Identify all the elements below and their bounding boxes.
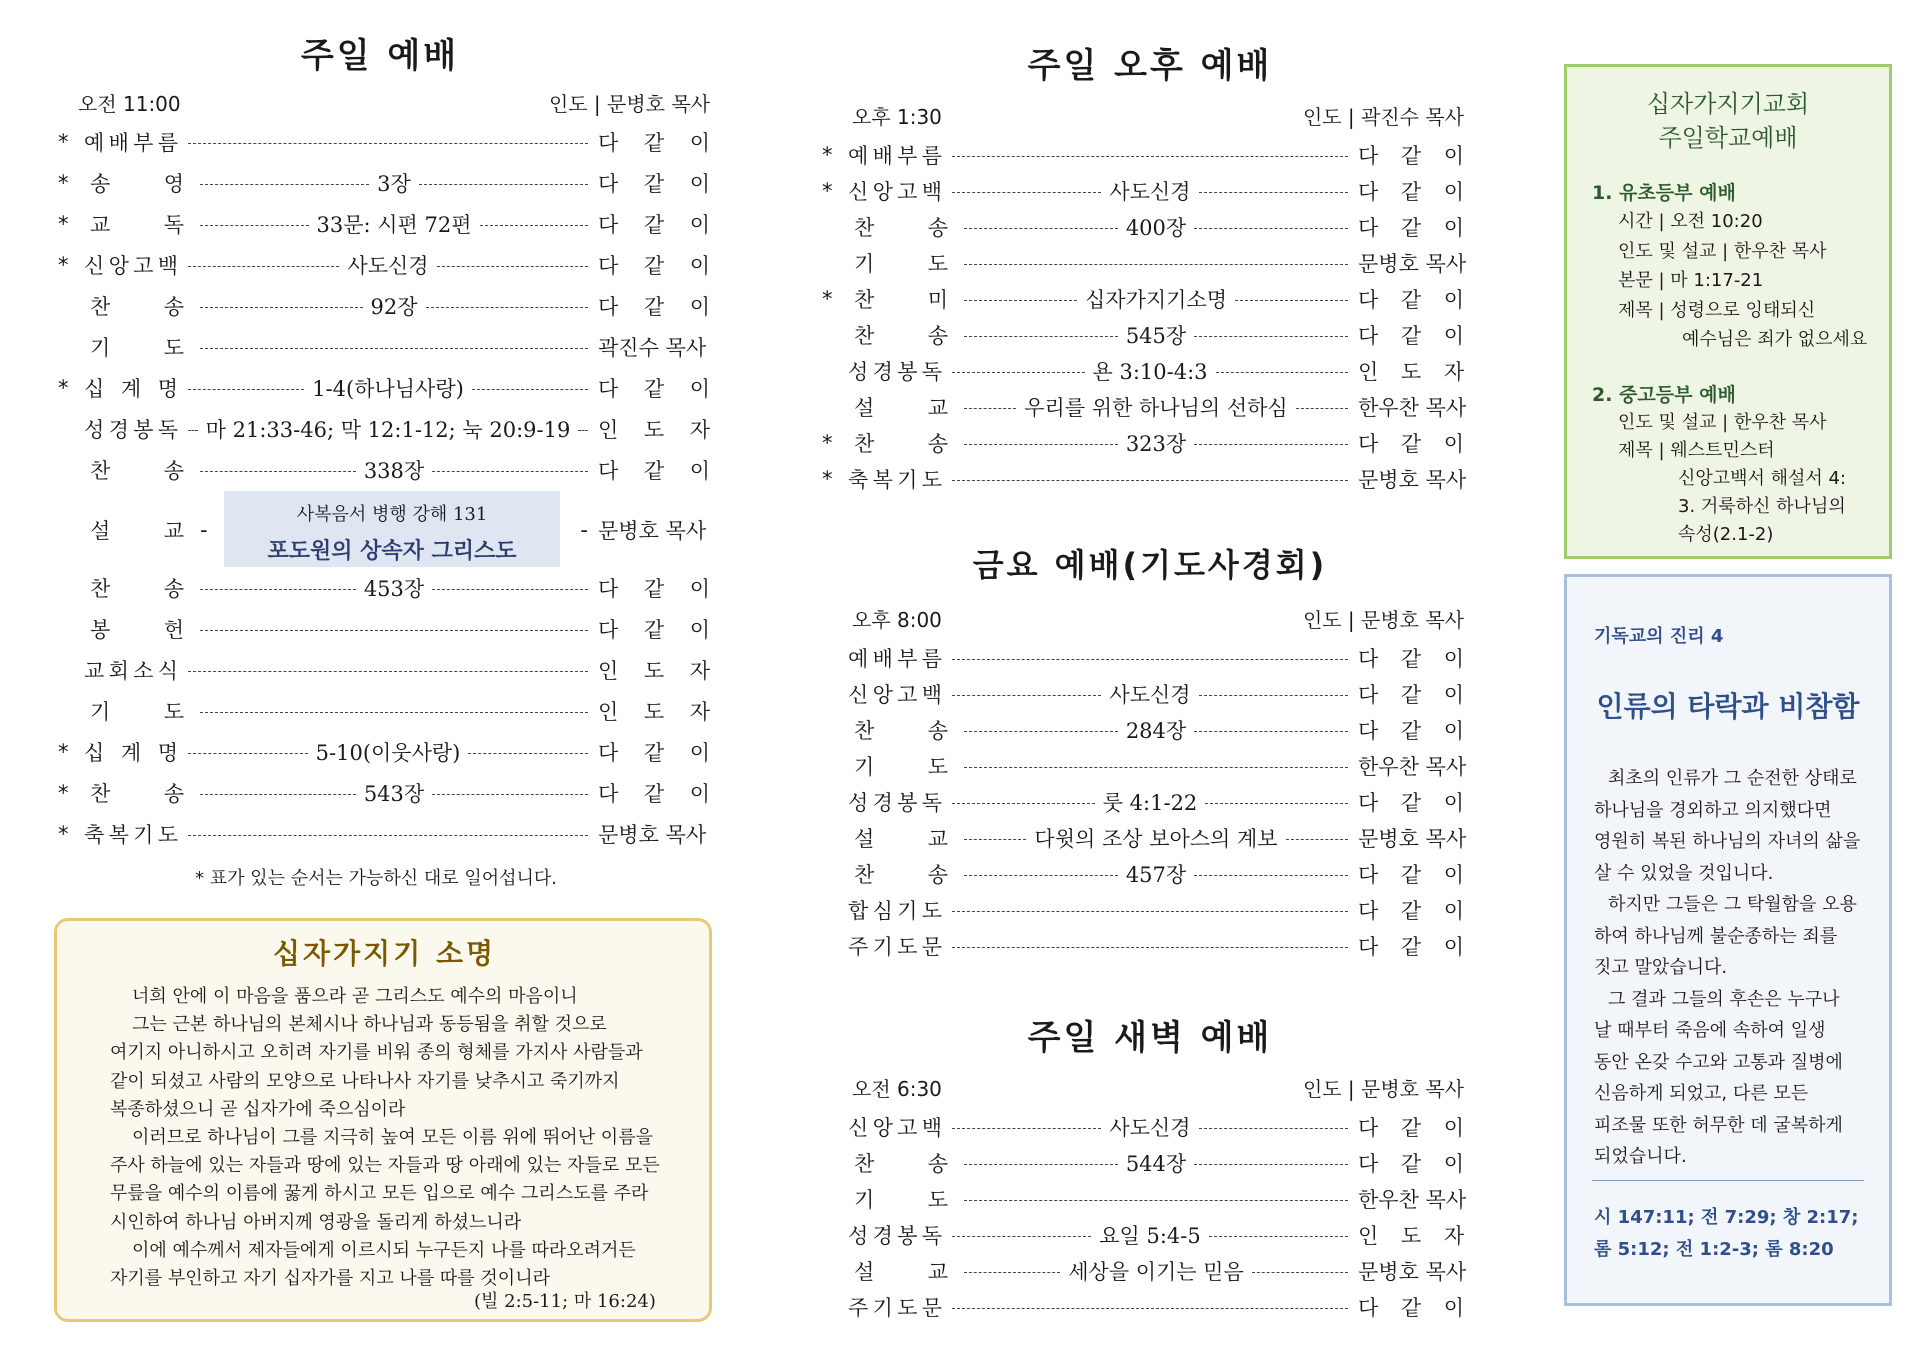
order-item-detail-text: 323장 [1125, 432, 1187, 456]
standing-mark: * [58, 822, 69, 846]
order-item-person: 다 같 이 [598, 377, 710, 401]
order-row [822, 1220, 1464, 1250]
order-row [58, 373, 710, 403]
order-item-person: 다 같 이 [1358, 432, 1464, 456]
order-item-name: 설 교 [854, 1260, 948, 1284]
order-item-detail [964, 765, 1348, 768]
order-row [822, 176, 1464, 206]
order-row [822, 715, 1464, 745]
order-row [58, 332, 710, 362]
standing-mark: * [58, 781, 69, 805]
order-item-detail-text: 92장 [370, 295, 418, 319]
order-item-detail-text: 다윗의 조상 보아스의 계보 [1034, 827, 1278, 851]
order-row [822, 464, 1467, 494]
order-row [822, 1112, 1464, 1142]
sunday-school-title-1: 십자가지기교회 [1646, 90, 1810, 118]
order-item-name: 주 기 도 문 [848, 935, 942, 959]
order-item-person: 다 같 이 [1358, 647, 1464, 671]
order-item-person: 다 같 이 [598, 618, 710, 642]
order-row [58, 573, 710, 603]
order-item-detail-text: 543장 [363, 782, 425, 806]
order-row [58, 250, 710, 280]
truth-line: 피조물 또한 허무한 데 굴복하게 [1594, 1114, 1843, 1136]
order-item-name: 예 배 부 름 [84, 131, 178, 155]
order-item-detail [200, 778, 588, 808]
order-item-detail [188, 250, 588, 280]
order-item-detail-text: 우리를 위한 하나님의 선하심 [1024, 396, 1288, 420]
truth-divider [1592, 1180, 1864, 1181]
order-item-detail [964, 428, 1348, 458]
sunday-school-sec2-head: 2. 중고등부 예배 [1592, 384, 1736, 406]
standing-mark: * [58, 740, 69, 764]
order-item-detail [200, 168, 588, 198]
dawn-leader: 인도 | 문병호 목사 [1302, 1077, 1464, 1101]
order-item-name: 교 회 소 식 [84, 659, 178, 683]
order-item-detail-text: 338장 [363, 459, 425, 483]
order-item-person: 다 같 이 [1358, 288, 1464, 312]
order-item-name: 성 경 봉 독 [848, 1224, 942, 1248]
order-row [58, 209, 710, 239]
order-item-detail-text: 33문: 시편 72편 [316, 213, 472, 237]
truth-line: 날 때부터 죽음에 속하여 일생 [1594, 1020, 1826, 1041]
order-item-detail [952, 787, 1348, 817]
order-item-name: 찬 송 [90, 782, 184, 806]
order-item-name: 합 심 기 도 [848, 899, 942, 923]
order-row [58, 696, 710, 726]
order-row [58, 455, 710, 485]
order-item-person: 문병호 목사 [1358, 827, 1467, 851]
order-item-name: 기 도 [90, 336, 184, 360]
calling-title: 십자가지기 소명 [273, 937, 497, 970]
order-item-detail [200, 710, 588, 713]
friday-time: 오후 8:00 [852, 608, 942, 632]
order-item-detail-text: 457장 [1125, 863, 1187, 887]
order-item-name: 찬 송 [90, 459, 184, 483]
truth-ref-2: 롬 5:12; 전 1:2-3; 롬 8:20 [1594, 1239, 1834, 1260]
order-item-person: 한우찬 목사 [1358, 755, 1467, 779]
order-item-detail-text: 세상을 이기는 믿음 [1068, 1260, 1244, 1284]
order-item-person: 인 도 자 [1358, 360, 1464, 384]
order-item-detail [952, 176, 1348, 206]
order-item-detail [964, 284, 1348, 314]
sunday-main-sermon-box [224, 491, 560, 567]
order-item-person: 다 같 이 [598, 254, 710, 278]
order-item-name: 기 도 [90, 700, 184, 724]
order-item-person: 다 같 이 [1358, 1116, 1464, 1140]
order-row [822, 751, 1467, 781]
calling-ref: (빌 2:5-11; 마 16:24) [474, 1291, 656, 1312]
order-item-detail-text: 마 21:33-46; 막 12:1-12; 눅 20:9-19 [205, 418, 571, 442]
order-row [822, 428, 1464, 458]
truth-line: 하여 하나님께 불순종하는 죄를 [1594, 925, 1838, 947]
order-item-detail-text: 453장 [363, 577, 425, 601]
order-item-name: 십 계 명 [84, 741, 178, 765]
order-item-detail [200, 209, 588, 239]
sermon-series: 사복음서 병행 강해 131 [296, 504, 488, 525]
order-item-person: 다 같 이 [1358, 1152, 1464, 1176]
order-item-name: 찬 미 [854, 288, 948, 312]
sunday-main-leader: 인도 | 문병호 목사 [548, 92, 710, 116]
order-item-detail [188, 737, 588, 767]
truth-line: 최초의 인류가 그 순전한 상태로 [1608, 768, 1857, 789]
sunday-main-title: 주일 예배 [300, 36, 460, 76]
order-item-detail [200, 291, 588, 321]
order-item-person: 문병호 목사 [1358, 252, 1467, 276]
order-item-name: 성 경 봉 독 [848, 791, 942, 815]
order-item-person: 다 같 이 [1358, 216, 1464, 240]
order-item-person: 다 같 이 [1358, 683, 1464, 707]
calling-line: 여기지 아니하시고 오히려 자기를 비워 종의 형체를 가지사 사람들과 [110, 1042, 643, 1064]
order-item-name: 축 복 기 도 [84, 823, 178, 847]
sunday-school-sec1-head: 1. 유초등부 예배 [1592, 182, 1736, 204]
truth-line: 하나님을 경외하고 의지했다면 [1594, 799, 1832, 821]
order-item-person: 다 같 이 [598, 741, 710, 765]
truth-line: 짓고 말았습니다. [1594, 957, 1728, 978]
order-row [58, 614, 710, 644]
dawn-time: 오전 6:30 [852, 1077, 942, 1101]
truth-line: 동안 온갖 수고와 고통과 질병에 [1594, 1051, 1843, 1073]
order-item-person: 다 같 이 [1358, 935, 1464, 959]
order-item-person: 문병호 목사 [1358, 1260, 1467, 1284]
order-item-person: 인 도 자 [598, 659, 710, 683]
order-item-person: 다 같 이 [598, 459, 710, 483]
standing-mark: * [822, 287, 833, 311]
order-item-person: 문병호 목사 [598, 519, 707, 543]
sunday-afternoon-leader: 인도 | 곽진수 목사 [1302, 105, 1464, 129]
order-item-person: 다 같 이 [1358, 180, 1464, 204]
order-item-name: 설 교 [90, 519, 184, 543]
order-row [822, 895, 1464, 925]
sunday-school-line: 본문 | 마 1:17-21 [1618, 270, 1764, 291]
order-item-person: 인 도 자 [1358, 1224, 1464, 1248]
standing-mark: * [58, 376, 69, 400]
order-item-detail [964, 212, 1348, 242]
sunday-school-line: 제목 | 성령으로 잉태되신 [1618, 299, 1816, 321]
dawn-meta [852, 1073, 1464, 1102]
order-item-person: 곽진수 목사 [598, 336, 707, 360]
friday-meta [852, 604, 1464, 633]
order-row [58, 127, 710, 157]
truth-line: 그 결과 그들의 후손은 누구나 [1608, 988, 1840, 1010]
sermon-row: 설 교 - - 문병호 목사 [58, 515, 710, 545]
standing-mark: * [58, 212, 69, 236]
order-row [58, 737, 710, 767]
order-row [58, 291, 710, 321]
order-row [822, 1148, 1464, 1178]
truth-line: 되었습니다. [1594, 1146, 1687, 1167]
order-item-detail [952, 1112, 1348, 1142]
order-item-detail-text: 284장 [1125, 719, 1187, 743]
order-item-person: 다 같 이 [598, 213, 710, 237]
sunday-school-line: 인도 및 설교 | 한우찬 목사 [1618, 412, 1827, 433]
order-item-name: 봉 헌 [90, 618, 184, 642]
truth-line: 영원히 복된 하나님의 자녀의 삶을 [1594, 831, 1861, 852]
order-item-detail [964, 823, 1348, 853]
order-item-name: 송 영 [90, 172, 184, 196]
order-item-name: 찬 송 [90, 577, 184, 601]
order-item-name: 찬 송 [854, 432, 948, 456]
order-item-person: 다 같 이 [1358, 144, 1464, 168]
order-item-detail-text: 욘 3:10-4:3 [1092, 360, 1208, 384]
order-item-detail [952, 1220, 1348, 1250]
order-item-name: 신 앙 고 백 [848, 683, 942, 707]
order-item-detail-text: 545장 [1125, 324, 1187, 348]
calling-line: 무릎을 예수의 이름에 꿇게 하시고 모든 입으로 예수 그리스도를 주라 [110, 1183, 649, 1205]
order-item-name: 신 앙 고 백 [848, 180, 942, 204]
order-row [822, 140, 1464, 170]
order-item-person: 다 같 이 [1358, 324, 1464, 348]
calling-line: 이에 예수께서 제자들에게 이르시되 누구든지 나를 따라오려거든 [132, 1239, 636, 1261]
standing-mark: * [822, 179, 833, 203]
order-item-name: 신 앙 고 백 [848, 1116, 942, 1140]
calling-line: 자기를 부인하고 자기 십자가를 지고 나를 따를 것이니라 [110, 1268, 550, 1289]
order-row [822, 1256, 1467, 1286]
calling-line: 같이 되셨고 사람의 모양으로 나타나사 자기를 낮추시고 죽기까지 [110, 1070, 620, 1092]
calling-line: 이러므로 하나님이 그를 지극히 높여 모든 이름 위에 뛰어난 이름을 [132, 1127, 653, 1148]
standing-note: * 표가 있는 순서는 가능하신 대로 일어섭니다. [195, 868, 558, 889]
truth-line: 살 수 있었을 것입니다. [1594, 862, 1774, 884]
order-row [822, 679, 1464, 709]
sunday-afternoon-meta [852, 101, 1464, 130]
sunday-school-line: 신앙고백서 해설서 4: [1678, 468, 1847, 489]
friday-title: 금요 예배(기도사경회) [972, 546, 1328, 584]
order-item-detail-text: 룻 4:1-22 [1102, 791, 1198, 815]
truth-line: 하지만 그들은 그 탁월함을 오용 [1608, 894, 1857, 915]
order-item-detail [188, 833, 588, 836]
order-item-person: 인 도 자 [598, 700, 710, 724]
calling-line: 복종하셨으니 곧 십자가에 죽으심이라 [110, 1098, 406, 1120]
order-item-person: 다 같 이 [1358, 719, 1464, 743]
order-item-detail [952, 909, 1348, 912]
sunday-school-line: 제목 | 웨스트민스터 [1618, 440, 1775, 461]
order-row [822, 823, 1467, 853]
order-row [822, 787, 1464, 817]
order-row [822, 356, 1464, 386]
order-item-name: 주 기 도 문 [848, 1296, 942, 1320]
standing-mark: * [58, 253, 69, 277]
order-item-name: 찬 송 [854, 216, 948, 240]
order-item-name: 찬 송 [854, 863, 948, 887]
order-item-person: 다 같 이 [598, 782, 710, 806]
truth-line: 신음하게 되었고, 다른 모든 [1594, 1083, 1809, 1104]
order-item-person: 문병호 목사 [1358, 468, 1467, 492]
order-item-name: 찬 송 [854, 1152, 948, 1176]
order-row [822, 643, 1464, 673]
calling-line: 너희 안에 이 마음을 품으라 곧 그리스도 예수의 마음이니 [132, 986, 578, 1007]
order-item-detail-text: 5-10(이웃사랑) [315, 741, 461, 765]
order-row [822, 320, 1464, 350]
order-row [58, 819, 710, 849]
order-item-detail [200, 455, 588, 485]
standing-mark: * [58, 130, 69, 154]
order-item-detail-text: 요일 5:4-5 [1099, 1224, 1201, 1248]
order-item-name: 설 교 [854, 396, 948, 420]
truth-label: 기독교의 진리 4 [1594, 626, 1724, 647]
sunday-school-line: 예수님은 죄가 없으세요 [1682, 329, 1868, 350]
order-item-detail [952, 1306, 1348, 1309]
order-item-name: 기 도 [854, 755, 948, 779]
order-item-name: 기 도 [854, 1188, 948, 1212]
order-row [822, 248, 1467, 278]
order-item-name: 교 독 [90, 213, 184, 237]
order-item-detail-text: 1-4(하나님사랑) [312, 377, 464, 401]
order-item-detail-text: 400장 [1125, 216, 1187, 240]
order-item-detail-text: 사도신경 [347, 254, 429, 278]
calling-line: 그는 근본 하나님의 본체시나 하나님과 동등됨을 취할 것으로 [132, 1014, 607, 1036]
sunday-school-title-2: 주일학교예배 [1658, 124, 1798, 152]
order-item-detail [188, 669, 588, 672]
order-item-detail [964, 392, 1348, 422]
order-item-person: 다 같 이 [598, 577, 710, 601]
order-item-detail [188, 141, 588, 144]
order-item-detail [952, 657, 1348, 660]
order-item-detail [200, 346, 588, 349]
order-row [58, 168, 710, 198]
order-item-detail [964, 320, 1348, 350]
friday-leader: 인도 | 문병호 목사 [1302, 608, 1464, 632]
standing-mark: * [58, 171, 69, 195]
order-item-detail [964, 715, 1348, 745]
sunday-afternoon-title: 주일 오후 예배 [1027, 46, 1273, 86]
standing-mark: * [822, 467, 833, 491]
order-item-detail-text: 544장 [1125, 1152, 1187, 1176]
order-item-name: 기 도 [854, 252, 948, 276]
calling-line: 주사 하늘에 있는 자들과 땅에 있는 자들과 땅 아래에 있는 자들로 모든 [110, 1155, 660, 1177]
order-item-person: 다 같 이 [1358, 899, 1464, 923]
order-item-detail [964, 1148, 1348, 1178]
standing-mark: * [822, 143, 833, 167]
order-row [822, 212, 1464, 242]
order-item-name: 성 경 봉 독 [848, 360, 942, 384]
order-item-person: 다 같 이 [1358, 1296, 1464, 1320]
order-item-name: 축 복 기 도 [848, 468, 942, 492]
order-row [822, 284, 1464, 314]
order-item-detail [952, 478, 1348, 481]
order-item-detail-text: 사도신경 [1109, 683, 1191, 707]
order-item-name: 찬 송 [90, 295, 184, 319]
order-item-person: 다 같 이 [1358, 863, 1464, 887]
order-item-person: 다 같 이 [598, 131, 710, 155]
sunday-afternoon-time: 오후 1:30 [852, 105, 942, 129]
order-item-detail [964, 1256, 1348, 1286]
order-item-name: 성 경 봉 독 [84, 418, 178, 442]
order-item-name: 찬 송 [854, 324, 948, 348]
sermon-title: 포도원의 상속자 그리스도 [267, 539, 517, 564]
order-row [58, 778, 710, 808]
order-item-detail-text: 사도신경 [1109, 180, 1191, 204]
order-item-detail-text: 십자가지기소명 [1085, 288, 1228, 312]
sunday-school-line: 시간 | 오전 10:20 [1618, 211, 1763, 232]
sunday-school-line: 3. 거룩하신 하나님의 [1678, 496, 1846, 517]
order-item-detail [964, 859, 1348, 889]
order-item-name: 예 배 부 름 [848, 647, 942, 671]
sunday-school-line: 인도 및 설교 | 한우찬 목사 [1618, 240, 1827, 262]
order-item-detail [952, 154, 1348, 157]
order-row [822, 392, 1467, 422]
order-item-detail [952, 945, 1348, 948]
order-item-name: 찬 송 [854, 719, 948, 743]
sunday-main-time: 오전 11:00 [78, 92, 181, 116]
order-item-detail [188, 373, 588, 403]
order-item-name: 예 배 부 름 [848, 144, 942, 168]
order-row [58, 414, 710, 444]
order-item-detail [952, 679, 1348, 709]
order-item-name: 설 교 [854, 827, 948, 851]
order-row [822, 931, 1464, 961]
order-row [822, 1184, 1467, 1214]
order-item-detail [964, 1198, 1348, 1201]
order-item-detail [200, 573, 588, 603]
order-item-person: 다 같 이 [598, 172, 710, 196]
order-item-name: 신 앙 고 백 [84, 254, 178, 278]
order-item-person: 인 도 자 [598, 418, 710, 442]
dawn-title: 주일 새벽 예배 [1027, 1018, 1273, 1058]
standing-mark: * [822, 431, 833, 455]
sunday-school-line: 속성(2.1-2) [1678, 524, 1774, 545]
order-row [822, 1292, 1464, 1322]
calling-line: 시인하여 하나님 아버지께 영광을 돌리게 하셨느니라 [110, 1211, 522, 1233]
order-item-detail-text: 사도신경 [1109, 1116, 1191, 1140]
order-row [822, 859, 1464, 889]
order-row [58, 655, 710, 685]
order-item-detail [188, 414, 588, 444]
sunday-main-meta [78, 88, 710, 117]
order-item-name: 십 계 명 [84, 377, 178, 401]
truth-ref-1: 시 147:11; 전 7:29; 창 2:17; [1594, 1207, 1859, 1228]
truth-title: 인류의 타락과 비참함 [1596, 690, 1860, 723]
order-item-person: 다 같 이 [598, 295, 710, 319]
order-item-person: 다 같 이 [1358, 791, 1464, 815]
order-item-person: 한우찬 목사 [1358, 1188, 1467, 1212]
order-item-person: 문병호 목사 [598, 823, 707, 847]
order-item-detail [964, 262, 1348, 265]
order-item-detail [952, 356, 1348, 386]
order-item-person: 한우찬 목사 [1358, 396, 1467, 420]
order-item-detail-text: 3장 [377, 172, 411, 196]
order-item-detail [200, 628, 588, 631]
